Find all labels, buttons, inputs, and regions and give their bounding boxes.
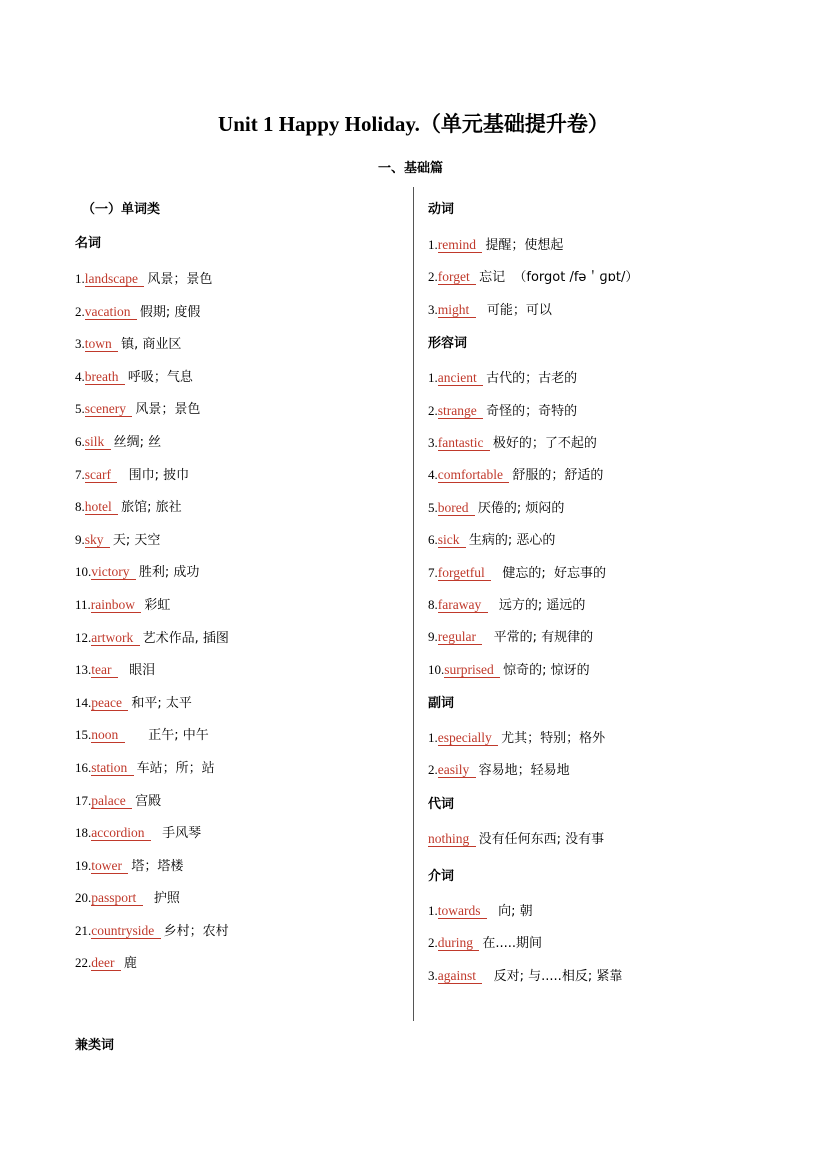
- item-number: 6.: [428, 532, 438, 548]
- section-heading: （一）单词类: [82, 202, 161, 217]
- word-meaning: 鹿: [123, 956, 137, 972]
- list-item: [75, 367, 405, 400]
- item-number: 18.: [75, 825, 92, 841]
- list-item: [75, 562, 405, 595]
- word-meaning: 呼吸；气息: [127, 369, 193, 385]
- vocab-word: breath: [85, 369, 125, 385]
- word-meaning: 惊奇的; 惊讶的: [503, 662, 590, 678]
- word-meaning: 车站；所；站: [136, 760, 215, 776]
- word-meaning: 丝绸; 丝: [113, 434, 162, 450]
- list-item: [428, 901, 808, 933]
- vocab-word: bored: [438, 500, 475, 516]
- vocab-word: remind: [438, 237, 483, 253]
- word-meaning: 护照: [145, 891, 180, 907]
- vocab-word: fantastic: [438, 435, 490, 451]
- column-divider: [413, 187, 414, 1021]
- item-number: 13.: [75, 662, 92, 678]
- vocab-word: during: [438, 935, 480, 951]
- item-number: 5.: [75, 401, 85, 417]
- list-item: [428, 235, 808, 267]
- item-number: 10.: [428, 661, 445, 677]
- word-meaning: 围巾; 披巾: [120, 467, 190, 483]
- item-number: 1.: [428, 902, 438, 918]
- list-item: [75, 856, 405, 889]
- vocab-word: nothing: [428, 831, 476, 847]
- adjectives-heading: 形容词: [428, 336, 468, 352]
- list-item: [75, 269, 405, 302]
- word-meaning: 镇, 商业区: [121, 337, 182, 353]
- list-item: [428, 498, 808, 530]
- list-item: [75, 595, 405, 628]
- list-item: [428, 627, 808, 659]
- list-item: [428, 401, 808, 433]
- page-title: Unit 1 Happy Holiday.（单元基础提升卷）: [218, 112, 609, 136]
- list-item: [75, 791, 405, 824]
- vocab-word: ancient: [438, 370, 483, 386]
- list-item: [428, 530, 808, 562]
- vocab-word: sky: [85, 532, 110, 548]
- word-meaning: 没有任何东西; 没有事: [478, 831, 605, 847]
- prepositions-heading: 介词: [428, 868, 455, 884]
- list-item: [75, 660, 405, 693]
- list-item: [428, 563, 808, 595]
- vocab-word: silk: [85, 434, 111, 450]
- vocab-word: countryside: [91, 923, 160, 939]
- list-item: [75, 953, 405, 986]
- list-item: [75, 399, 405, 432]
- item-number: 21.: [75, 922, 92, 938]
- list-item: [75, 693, 405, 726]
- item-number: 3.: [428, 301, 438, 317]
- word-meaning: 在.....期间: [482, 936, 543, 952]
- vocab-word: accordion: [91, 825, 151, 841]
- nouns-list: [75, 269, 405, 986]
- vocab-word: scenery: [85, 401, 133, 417]
- list-item: [428, 966, 808, 998]
- list-item: [75, 530, 405, 563]
- left-column: [75, 200, 405, 986]
- item-number: 7.: [75, 466, 85, 482]
- item-number: 6.: [75, 433, 85, 449]
- list-item: [75, 758, 405, 791]
- word-meaning: 奇怪的；奇特的: [486, 403, 578, 419]
- list-item: [428, 728, 808, 760]
- item-number: 20.: [75, 890, 92, 906]
- item-number: 9.: [428, 629, 438, 645]
- vocab-word: town: [85, 336, 118, 352]
- list-item: [75, 888, 405, 921]
- vocab-word: station: [91, 760, 133, 776]
- list-item: [428, 433, 808, 465]
- word-meaning: 彩虹: [144, 597, 171, 613]
- vocab-word: scarf: [85, 467, 118, 483]
- list-item: [428, 933, 808, 965]
- list-item: [75, 302, 405, 335]
- word-meaning: 可能；可以: [478, 302, 552, 318]
- list-item: [428, 760, 808, 792]
- item-number: 1.: [75, 271, 85, 286]
- vocab-word: victory: [91, 564, 136, 580]
- vocab-word: against: [438, 968, 483, 984]
- list-item: [75, 921, 405, 954]
- word-meaning: 塔；塔楼: [131, 858, 184, 874]
- right-column: [428, 200, 808, 998]
- word-meaning: 尤其；特别；格外: [501, 731, 606, 747]
- list-item: [75, 725, 405, 758]
- nouns-heading: 名词: [75, 236, 102, 251]
- item-number: 17.: [75, 792, 92, 808]
- word-meaning: 反对; 与.....相反; 紧靠: [485, 968, 623, 984]
- word-meaning: 平常的; 有规律的: [485, 630, 594, 646]
- vocab-word: landscape: [85, 271, 145, 287]
- list-item: [428, 465, 808, 497]
- list-item: [75, 334, 405, 367]
- list-item: [75, 465, 405, 498]
- list-item: [428, 595, 808, 627]
- pronouns-heading: 代词: [428, 796, 455, 812]
- item-number: 2.: [428, 402, 438, 418]
- item-number: 3.: [428, 967, 438, 983]
- vocab-word: regular: [438, 629, 483, 645]
- item-number: 8.: [75, 499, 85, 515]
- word-meaning: 厌倦的; 烦闷的: [477, 500, 565, 516]
- vocab-word: surprised: [444, 662, 500, 678]
- word-meaning: 胜利; 成功: [138, 565, 200, 581]
- item-number: 19.: [75, 857, 92, 873]
- item-number: 8.: [428, 596, 438, 612]
- vocab-word: noon: [91, 727, 124, 743]
- word-meaning: 天; 天空: [112, 532, 161, 548]
- list-item: [428, 660, 808, 692]
- item-number: 2.: [428, 269, 438, 285]
- item-number: 1.: [428, 237, 438, 252]
- list-item: [428, 267, 808, 299]
- item-number: 12.: [75, 629, 92, 645]
- item-number: 3.: [428, 434, 438, 450]
- word-meaning: 和平; 太平: [131, 695, 192, 711]
- vocab-word: tower: [91, 858, 128, 874]
- item-number: 1.: [428, 730, 438, 746]
- word-meaning: 风景；景色: [147, 272, 213, 287]
- word-meaning: 艺术作品, 插图: [142, 630, 229, 646]
- vocab-word: easily: [438, 762, 476, 778]
- vocab-word: passport: [91, 890, 142, 906]
- item-number: 9.: [75, 531, 85, 547]
- list-item: [428, 368, 808, 400]
- word-meaning: 手风琴: [153, 826, 202, 842]
- item-number: 1.: [428, 370, 438, 386]
- item-number: 2.: [428, 762, 438, 778]
- vocab-word: palace: [91, 793, 132, 809]
- word-meaning: 提醒；使想起: [485, 238, 564, 253]
- item-number: 7.: [428, 564, 438, 580]
- item-number: 22.: [75, 955, 92, 971]
- word-meaning: 眼泪: [120, 663, 156, 679]
- vocab-word: towards: [438, 903, 487, 919]
- vocab-word: peace: [91, 695, 128, 711]
- list-item: [75, 628, 405, 661]
- verbs-heading: 动词: [428, 202, 455, 217]
- vocab-word: artwork: [91, 630, 139, 646]
- item-number: 14.: [75, 694, 92, 710]
- word-meaning: 向; 朝: [489, 903, 533, 919]
- list-item: [75, 497, 405, 530]
- vocab-word: hotel: [85, 499, 118, 515]
- word-meaning: 远方的; 遥远的: [490, 597, 586, 613]
- word-meaning: 舒服的；舒适的: [512, 468, 604, 484]
- vocab-word: especially: [438, 730, 498, 746]
- item-number: 10.: [75, 564, 92, 580]
- multi-category-heading: 兼类词: [75, 1038, 115, 1053]
- vocab-word: forgetful: [438, 565, 491, 581]
- item-number: 2.: [428, 935, 438, 951]
- word-meaning: 容易地；轻易地: [478, 763, 570, 779]
- word-meaning: 古代的；古老的: [486, 371, 578, 387]
- item-number: 4.: [75, 368, 85, 384]
- vocab-word: strange: [438, 403, 483, 419]
- vocab-word: vacation: [85, 304, 137, 320]
- item-number: 15.: [75, 727, 92, 743]
- vocab-word: rainbow: [91, 597, 142, 613]
- word-meaning: 旅馆; 旅社: [121, 500, 182, 516]
- adverbs-heading: 副词: [428, 696, 455, 712]
- vocab-word: forget: [438, 269, 476, 285]
- word-meaning: 生病的; 恶心的: [468, 533, 556, 549]
- word-meaning: 健忘的; 好忘事的: [494, 565, 607, 581]
- word-meaning: 宫殿: [135, 793, 162, 809]
- vocab-word: comfortable: [438, 467, 510, 483]
- item-number: 4.: [428, 467, 438, 483]
- list-item: [75, 432, 405, 465]
- word-meaning: 忘记 （forgot /fə＇ɡɒt/）: [479, 270, 639, 286]
- vocab-word: tear: [91, 662, 118, 678]
- item-number: 11.: [75, 596, 91, 612]
- section-subtitle: 一、基础篇: [378, 161, 444, 176]
- item-number: 2.: [75, 303, 85, 319]
- vocab-word: faraway: [438, 597, 488, 613]
- word-meaning: 假期; 度假: [139, 304, 201, 320]
- word-meaning: 乡村；农村: [163, 923, 229, 939]
- item-number: 3.: [75, 336, 85, 352]
- list-item: [75, 823, 405, 856]
- word-meaning: 极好的；了不起的: [492, 435, 597, 451]
- vocab-word: might: [438, 302, 476, 318]
- item-number: 16.: [75, 759, 92, 775]
- vocab-word: sick: [438, 532, 466, 548]
- vocab-word: deer: [91, 955, 121, 971]
- word-meaning: 风景；景色: [135, 402, 201, 418]
- list-item: [428, 829, 808, 865]
- item-number: 5.: [428, 499, 438, 515]
- word-meaning: 正午; 中午: [127, 728, 209, 744]
- list-item: [428, 300, 808, 332]
